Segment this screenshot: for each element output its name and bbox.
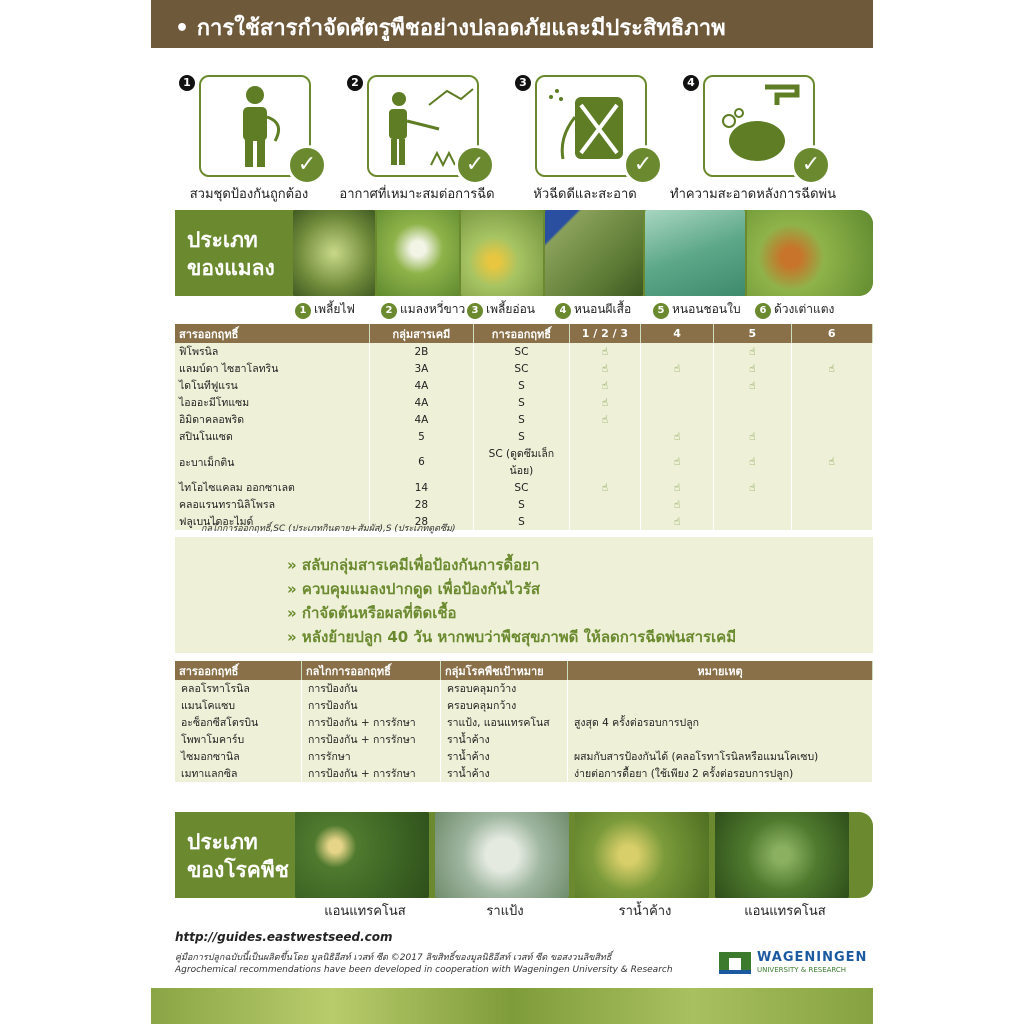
cell-action: S <box>473 428 569 445</box>
aphid-photo <box>461 210 543 296</box>
thumbs-up-icon: ☝ <box>673 498 681 511</box>
leafminer-photo <box>645 210 745 296</box>
thumbs-up-icon: ☝ <box>673 456 681 468</box>
step-number: 4 <box>683 75 699 91</box>
effective-mark-cell <box>714 445 791 479</box>
guide-sheet <box>151 0 873 1024</box>
cell-group: 2B <box>369 343 473 360</box>
effective-mark-cell <box>791 360 872 377</box>
effective-mark-cell <box>714 479 791 496</box>
step-caption: อากาศที่เหมาะสมต่อการฉีด <box>339 187 495 202</box>
table-row <box>175 680 873 697</box>
cell-name: ไอออะมีโทแซม <box>175 394 369 411</box>
effective-mark-cell <box>714 496 791 513</box>
page-title: • การใช้สารกำจัดศัตรูพืชอย่างปลอดภัยและมีประสิทธิภาพ <box>175 16 726 41</box>
insect-label-2: 2 แมลงหวี่ขาว <box>381 300 465 319</box>
cell-action: S <box>473 496 569 513</box>
effective-mark-cell <box>640 343 713 360</box>
cell-name: ฟลูเบนไดอะไมด์ <box>175 513 369 530</box>
insect-label-4: 4 หนอนผีเสื้อ <box>555 300 631 319</box>
step-caption: สวมชุดป้องกันถูกต้อง <box>189 187 309 202</box>
whitefly-photo <box>377 210 459 296</box>
table-row <box>175 479 873 496</box>
effective-mark-cell <box>791 377 872 394</box>
check-icon: ✓ <box>623 145 663 185</box>
table-row <box>175 377 873 394</box>
fungicide-table <box>175 661 873 782</box>
step-number: 2 <box>347 75 363 91</box>
insect-label-6: 6 ด้วงเต่าแตง <box>755 300 834 319</box>
cell-mode: การป้องกัน + การรักษา <box>302 765 441 782</box>
step-weather <box>339 75 495 205</box>
effective-mark-cell <box>791 411 872 428</box>
wageningen-logo-icon <box>717 948 753 976</box>
step-cleaning <box>670 75 836 205</box>
cell-group: 4A <box>369 394 473 411</box>
cell-name: ไซมอกซานิล <box>175 748 302 765</box>
insect-types-band <box>175 210 873 296</box>
effective-mark-cell <box>640 394 713 411</box>
cell-name: อิมิดาคลอพริด <box>175 411 369 428</box>
cell-target: ครอบคลุมกว้าง <box>441 680 568 697</box>
thumbs-up-icon: ☝ <box>749 456 756 468</box>
step-caption: หัวฉีดดีและสะอาด <box>533 187 637 202</box>
effective-mark-cell <box>569 360 640 377</box>
effective-mark-cell <box>791 394 872 411</box>
check-icon: ✓ <box>791 145 831 185</box>
effective-mark-cell <box>569 445 640 479</box>
cell-name: คลอแรนทรานิลิโพรล <box>175 496 369 513</box>
cell-name: เมทาแลกซิล <box>175 765 302 782</box>
cooperation-line: Agrochemical recommendations have been developed in cooperation with Wageningen University & Research <box>175 965 673 975</box>
effective-mark-cell <box>569 394 640 411</box>
cell-note: ผสมกับสารป้องกันได้ (คลอโรทาโรนิลหรือแมนโคเซบ) <box>568 748 873 765</box>
check-icon: ✓ <box>455 145 495 185</box>
cell-group: 6 <box>369 445 473 479</box>
wageningen-logo: WAGENINGEN UNIVERSITY & RESEARCH <box>717 948 867 978</box>
cell-action: SC <box>473 343 569 360</box>
cell-group: 28 <box>369 496 473 513</box>
cell-note <box>568 731 873 748</box>
cell-note <box>568 680 873 697</box>
effective-mark-cell <box>640 377 713 394</box>
cell-name: อะบาเม็กติน <box>175 445 369 479</box>
cell-group: 4A <box>369 411 473 428</box>
effective-mark-cell <box>569 343 640 360</box>
cell-mode: การรักษา <box>302 748 441 765</box>
effective-mark-cell <box>569 513 640 530</box>
check-icon: ✓ <box>287 145 327 185</box>
effective-mark-cell <box>569 428 640 445</box>
cucumber-beetle-photo <box>747 210 873 296</box>
cell-name: คลอโรทาโรนิล <box>175 680 302 697</box>
table-row <box>175 714 873 731</box>
effective-mark-cell <box>569 411 640 428</box>
effective-mark-cell <box>714 428 791 445</box>
step-nozzle <box>515 75 655 205</box>
thumbs-up-icon: ☝ <box>601 345 609 358</box>
effective-mark-cell <box>791 428 872 445</box>
thumbs-up-icon: ☝ <box>749 430 756 443</box>
cell-group: 5 <box>369 428 473 445</box>
effective-mark-cell <box>569 496 640 513</box>
cell-group: 14 <box>369 479 473 496</box>
table-row <box>175 731 873 748</box>
thumbs-up-icon: ☝ <box>828 456 835 468</box>
table-row <box>175 343 873 360</box>
thumbs-up-icon: ☝ <box>601 413 609 426</box>
thumbs-up-icon: ☝ <box>673 430 681 443</box>
cell-target: ราน้ำค้าง <box>441 765 568 782</box>
effective-mark-cell <box>791 479 872 496</box>
effective-mark-cell <box>791 343 872 360</box>
effective-mark-cell <box>640 428 713 445</box>
table-header-row: สารออกฤทธิ์ กลุ่มสารเคมี การออกฤทธิ์ 1 / 2 / 3 4 5 6 <box>175 324 873 343</box>
tip-item: » สลับกลุ่มสารเคมีเพื่อป้องกันการดื้อยา <box>287 556 540 574</box>
effective-mark-cell <box>569 479 640 496</box>
effective-mark-cell <box>714 513 791 530</box>
tip-item: » หลังย้ายปลูก 40 วัน หากพบว่าพืชสุขภาพดี ให้ลดการฉีดพ่นสารเคมี <box>287 628 737 646</box>
thumbs-up-icon: ☝ <box>749 481 756 494</box>
table-row <box>175 697 873 714</box>
thumbs-up-icon: ☝ <box>601 396 609 409</box>
cell-action: S <box>473 513 569 530</box>
effective-mark-cell <box>791 496 872 513</box>
effective-mark-cell <box>640 360 713 377</box>
cell-mode: การป้องกัน + การรักษา <box>302 714 441 731</box>
cell-mode: การป้องกัน <box>302 680 441 697</box>
cell-action: SC (ดูดซึมเล็กน้อย) <box>473 445 569 479</box>
caterpillar-photo <box>545 210 643 296</box>
table-row <box>175 428 873 445</box>
cell-target: ราน้ำค้าง <box>441 748 568 765</box>
table-row <box>175 411 873 428</box>
thumbs-up-icon: ☝ <box>673 515 681 528</box>
cell-name: แมนโคแซบ <box>175 697 302 714</box>
step-protective-suit <box>179 75 319 205</box>
effective-mark-cell <box>791 513 872 530</box>
effective-mark-cell <box>714 360 791 377</box>
copyright-line: คู่มือการปลูกฉบับนี้เป็นผลิตขึ้นโดย มูลนิธิอีสท์ เวสท์ ซีด ©2017 ลิขสิทธิ์ของมูลนิธิอีสท์ เวสท์ ซีด ขอสงวนลิขสิทธิ์ <box>175 953 612 963</box>
effective-mark-cell <box>640 513 713 530</box>
table-row <box>175 496 873 513</box>
cell-mode: การป้องกัน + การรักษา <box>302 731 441 748</box>
cell-action: S <box>473 411 569 428</box>
effective-mark-cell <box>640 411 713 428</box>
disease-label: ราน้ำค้าง <box>618 904 672 919</box>
cell-name: ไทโอไซแคลม ออกซาเลต <box>175 479 369 496</box>
powdery-mildew-photo <box>435 812 569 898</box>
mode-of-action-note: กลไกการออกฤทธิ์,SC (ประเภทกินตาย+สัมผัส),S (ประเภทดูดซึม) <box>201 524 456 534</box>
step-number: 3 <box>515 75 531 91</box>
tip-item: » ควบคุมแมลงปากดูด เพื่อป้องกันไวรัส <box>287 580 541 598</box>
table-header-row: สารออกฤทธิ์ กลไกการออกฤทธิ์ กลุ่มโรคพืชเป้าหมาย หมายเหตุ <box>175 661 873 680</box>
disease-types-title: ประเภท ของโรคพืช <box>187 830 289 882</box>
cell-note: สูงสุด 4 ครั้งต่อรอบการปลูก <box>568 714 873 731</box>
page-header <box>151 0 873 48</box>
effective-mark-cell <box>640 496 713 513</box>
thumbs-up-icon: ☝ <box>601 481 609 494</box>
thumbs-up-icon: ☝ <box>749 345 756 358</box>
table-row <box>175 765 873 782</box>
insect-label-5: 5 หนอนชอนใบ <box>653 300 741 319</box>
cell-name: ฟิโพรนิล <box>175 343 369 360</box>
disease-label: ราแป้ง <box>486 904 524 919</box>
cell-target: ครอบคลุมกว้าง <box>441 697 568 714</box>
cell-name: ไดโนทีฟูแรน <box>175 377 369 394</box>
insect-types-title: ประเภท ของแมลง <box>187 228 275 280</box>
effective-mark-cell <box>640 479 713 496</box>
anthracnose-photo-2 <box>715 812 849 898</box>
table-row <box>175 445 873 479</box>
insect-label-3: 3 เพลี้ยอ่อน <box>467 300 535 319</box>
thumbs-up-icon: ☝ <box>749 379 756 392</box>
effective-mark-cell <box>640 445 713 479</box>
cell-action: SC <box>473 360 569 377</box>
thrips-photo <box>293 210 375 296</box>
guide-url[interactable]: http://guides.eastwestseed.com <box>175 930 393 944</box>
effective-mark-cell <box>791 445 872 479</box>
thumbs-up-icon: ☝ <box>673 362 681 375</box>
effective-mark-cell <box>714 343 791 360</box>
thumbs-up-icon: ☝ <box>673 481 681 494</box>
cell-mode: การป้องกัน <box>302 697 441 714</box>
cell-group: 4A <box>369 377 473 394</box>
cell-action: SC <box>473 479 569 496</box>
thumbs-up-icon: ☝ <box>601 362 609 375</box>
step-caption: ทำความสะอาดหลังการฉีดพ่น <box>670 187 836 202</box>
cell-group: 3A <box>369 360 473 377</box>
cell-action: S <box>473 377 569 394</box>
table-row <box>175 360 873 377</box>
tip-item: » กำจัดต้นหรือผลที่ติดเชื้อ <box>287 604 457 622</box>
effective-mark-cell <box>569 377 640 394</box>
cell-target: ราน้ำค้าง <box>441 731 568 748</box>
cell-group: 28 <box>369 513 473 530</box>
cell-name: โพพาโมคาร์บ <box>175 731 302 748</box>
cell-action: S <box>473 394 569 411</box>
table-row <box>175 394 873 411</box>
disease-label: แอนแทรคโนส <box>324 904 406 919</box>
cell-target: ราแป้ง, แอนแทรคโนส <box>441 714 568 731</box>
cell-name: อะซ็อกซีสโตรบิน <box>175 714 302 731</box>
insect-label-1: 1 เพลี้ยไฟ <box>295 300 355 319</box>
step-number: 1 <box>179 75 195 91</box>
thumbs-up-icon: ☝ <box>601 379 609 392</box>
disease-label: แอนแทรคโนส <box>744 904 826 919</box>
table-row <box>175 748 873 765</box>
cell-note: ง่ายต่อการดื้อยา (ใช้เพียง 2 ครั้งต่อรอบการปลูก) <box>568 765 873 782</box>
cell-note <box>568 697 873 714</box>
effective-mark-cell <box>714 411 791 428</box>
insecticide-table <box>175 324 873 530</box>
grass-footer-decoration <box>151 988 873 1024</box>
cell-name: แลมบ์ดา ไซฮาโลทริน <box>175 360 369 377</box>
cell-name: สปินโนแซด <box>175 428 369 445</box>
effective-mark-cell <box>714 394 791 411</box>
effective-mark-cell <box>714 377 791 394</box>
thumbs-up-icon: ☝ <box>749 362 756 375</box>
tips-box <box>175 537 873 653</box>
thumbs-up-icon: ☝ <box>828 362 835 375</box>
disease-types-band <box>175 812 873 898</box>
downy-mildew-photo <box>575 812 709 898</box>
anthracnose-photo <box>295 812 429 898</box>
